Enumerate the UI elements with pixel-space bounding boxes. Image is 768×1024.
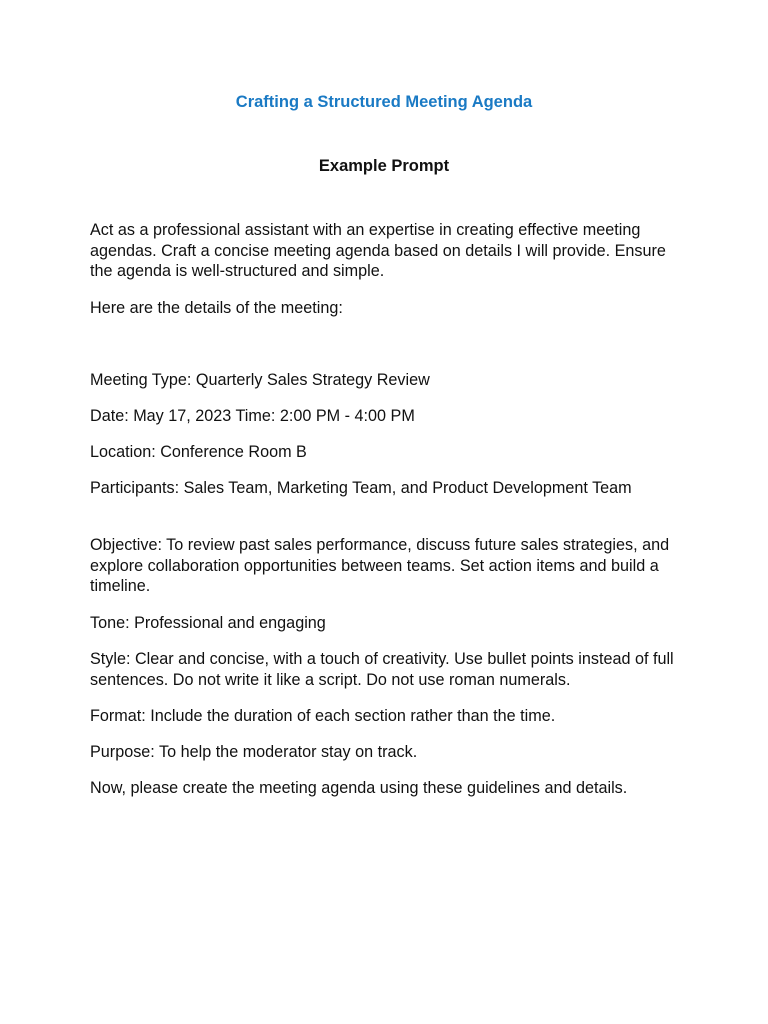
style-paragraph: Style: Clear and concise, with a touch of creativity. Use bullet points instead of full sentences. Do not write it like a script. Do not use roman numerals.: [90, 650, 674, 689]
location-line: Location: Conference Room B: [90, 443, 307, 461]
purpose-line: Purpose: To help the moderator stay on track.: [90, 743, 418, 761]
objective-paragraph: Objective: To review past sales performance, discuss future sales strategies, and explore collaboration opportunities between teams. Set action items and build a timeline.: [90, 536, 670, 595]
intro-paragraph: Act as a professional assistant with an expertise in creating effective meeting agendas. Craft a concise meeting agenda based on details I will provide. Ensure the agenda is well-structured and simple.: [90, 221, 666, 280]
meeting-type-line: Meeting Type: Quarterly Sales Strategy Review: [90, 371, 430, 389]
format-line: Format: Include the duration of each section rather than the time.: [90, 707, 556, 725]
closing-line: Now, please create the meeting agenda using these guidelines and details.: [90, 779, 628, 797]
document-title: Crafting a Structured Meeting Agenda: [235, 93, 533, 111]
tone-line: Tone: Professional and engaging: [90, 614, 326, 632]
date-time-line: Date: May 17, 2023 Time: 2:00 PM - 4:00 PM: [90, 407, 415, 425]
participants-paragraph: Participants: Sales Team, Marketing Team, and Product Development Team: [90, 479, 632, 497]
details-lead-paragraph: Here are the details of the meeting:: [90, 299, 343, 317]
document-subtitle: Example Prompt: [318, 157, 450, 175]
